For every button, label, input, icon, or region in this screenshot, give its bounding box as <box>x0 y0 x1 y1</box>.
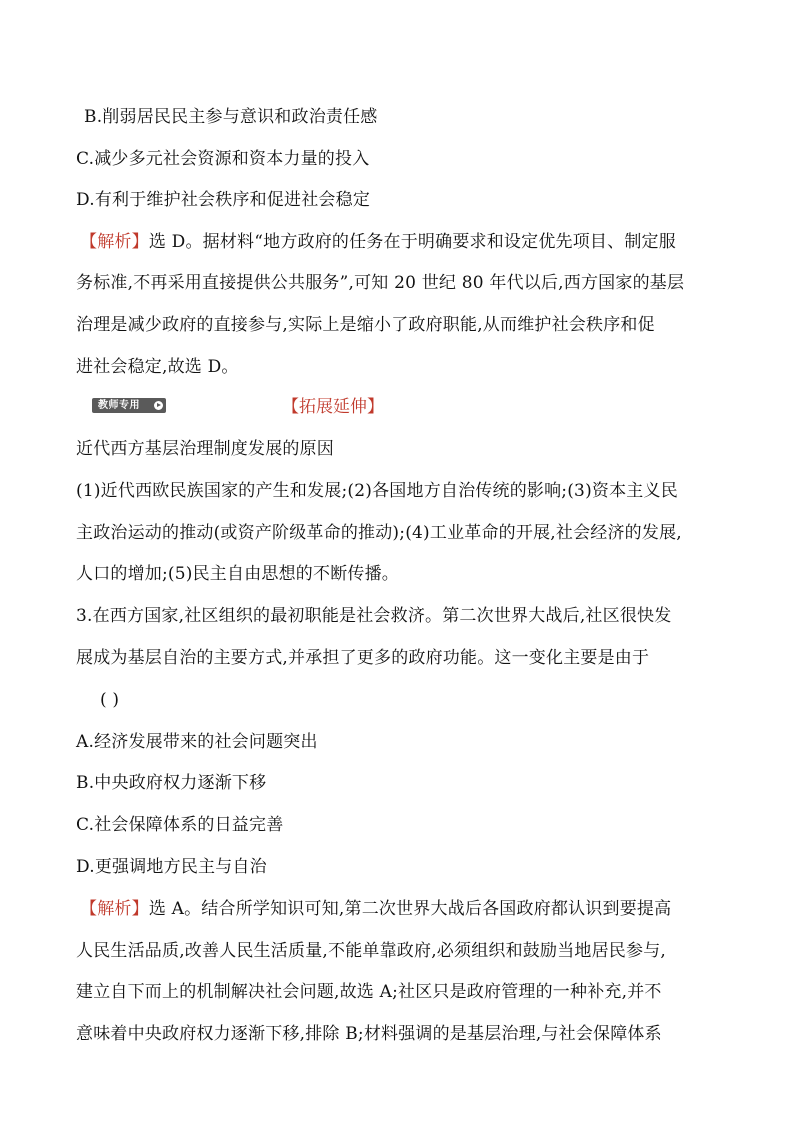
extension-line-1: (1)近代西欧民族国家的产生和发展;(2)各国地方自治传统的影响;(3)资本主义民 <box>76 481 678 501</box>
option-c-1: C.减少多元社会资源和资本力量的投入 <box>76 149 370 169</box>
option-d-1: D.有利于维护社会秩序和促进社会稳定 <box>76 190 371 210</box>
analysis-1-line-1: 【解析】选 D。据材料“地方政府的任务在于明确要求和设定优先项目、制定服 <box>80 232 676 252</box>
option-d-2: D.更强调地方民主与自治 <box>76 857 267 877</box>
question-3-line-2: 展成为基层自治的主要方式,并承担了更多的政府功能。这一变化主要是由于 <box>76 648 650 668</box>
option-a-2: A.经济发展带来的社会问题突出 <box>76 732 318 752</box>
analysis-1-line-2: 务标准,不再采用直接提供公共服务”,可知 20 世纪 80 年代以后,西方国家的基层 <box>76 273 685 293</box>
question-3-line-1: 3.在西方国家,社区组织的最初职能是社会救济。第二次世界大战后,社区很快发 <box>76 606 672 626</box>
extension-line-2: 主政治运动的推动(或资产阶级革命的推动);(4)工业革命的开展,社会经济的发展, <box>76 523 682 543</box>
extension-line-3: 人口的增加;(5)民主自由思想的不断传播。 <box>76 564 400 584</box>
analysis-2-line-4: 意味着中央政府权力逐渐下移,排除 B;材料强调的是基层治理,与社会保障体系 <box>76 1024 662 1044</box>
option-b-1: B.削弱居民民主参与意识和政治责任感 <box>84 107 378 127</box>
analysis-2-line-1: 【解析】选 A。结合所学知识可知,第二次世界大战后各国政府都认识到要提高 <box>80 899 672 919</box>
analysis-2-line-3: 建立自下而上的机制解决社会问题,故选 A;社区只是政府管理的一种补充,并不 <box>76 982 662 1002</box>
extension-title: 近代西方基层治理制度发展的原因 <box>76 439 334 459</box>
analysis-tag: 【解析】 <box>80 899 149 919</box>
analysis-1-line-4: 进社会稳定,故选 D。 <box>76 357 239 377</box>
teacher-badge: 教师专用 <box>92 398 166 413</box>
option-c-2: C.社会保障体系的日益完善 <box>76 815 284 835</box>
analysis-tag: 【解析】 <box>80 232 149 252</box>
play-icon <box>154 401 163 410</box>
analysis-1-line-3: 治理是减少政府的直接参与,实际上是缩小了政府职能,从而维护社会秩序和促 <box>76 315 655 335</box>
extension-heading: 【拓展延伸】 <box>282 397 384 417</box>
analysis-2-line-2: 人民生活品质,改善人民生活质量,不能单靠政府,必须组织和鼓励当地居民参与, <box>76 941 667 961</box>
option-b-2: B.中央政府权力逐渐下移 <box>76 773 267 793</box>
answer-bracket: ( ) <box>100 690 120 710</box>
